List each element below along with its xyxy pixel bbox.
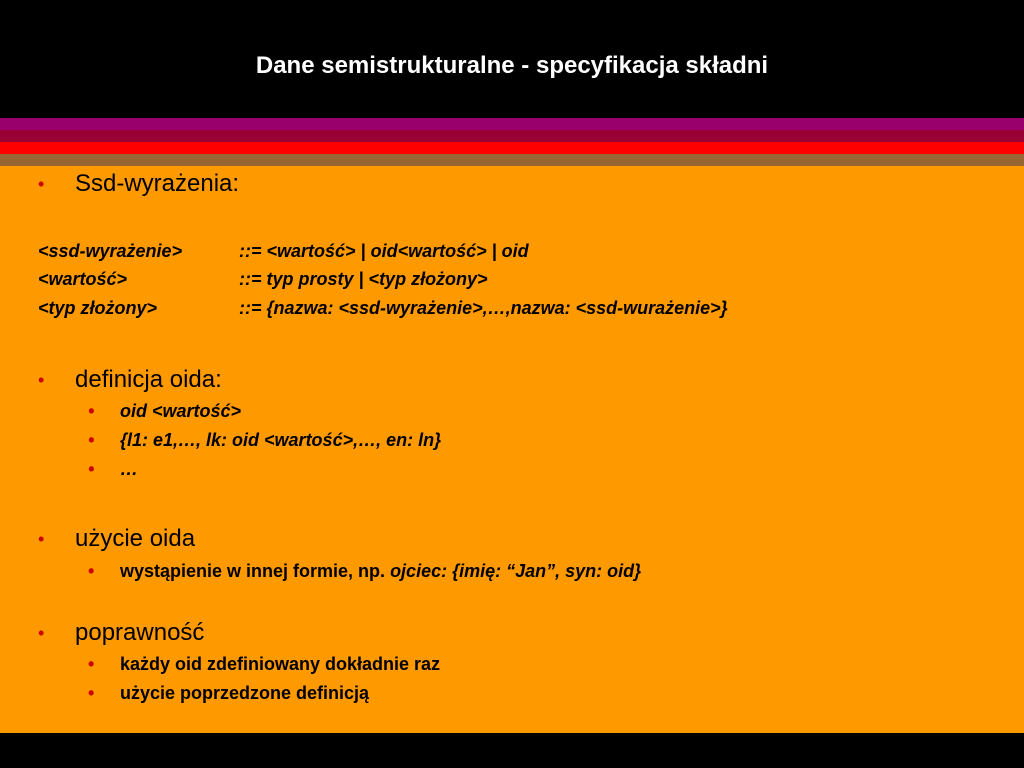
sub-bullet-text: … [120, 459, 138, 479]
bullet-oid-definition [38, 365, 222, 395]
grammar-rule [38, 265, 488, 293]
bullet-ssd [38, 169, 240, 199]
grammar-rhs: ::= typ prosty | <typ złożony> [239, 269, 488, 289]
bullet-label: Ssd-wyrażenia: [75, 170, 240, 197]
grammar-lhs: <ssd-wyrażenie> [38, 241, 183, 261]
bullet-correctness [38, 618, 205, 648]
stripe-purple [0, 118, 1024, 130]
bullet-oid-usage [38, 524, 196, 554]
sub-bullet-text: każdy oid zdefiniowany dokładnie raz [120, 654, 441, 674]
sub-bullet [88, 457, 138, 481]
bullet-dot-icon: • [88, 654, 95, 674]
bottom-bar [0, 733, 1024, 768]
bullet-dot-icon: • [88, 430, 95, 450]
grammar-lhs: <typ złożony> [38, 298, 158, 318]
bullet-label: poprawność [75, 619, 205, 646]
bullet-dot-icon: • [38, 174, 45, 194]
grammar-rule [38, 294, 728, 322]
stripe-red [0, 142, 1024, 154]
sub-bullet-text: wystąpienie w innej formie, np. [120, 561, 391, 581]
bullet-label: użycie oida [75, 525, 196, 552]
sub-bullet-text: oid <wartość> [120, 401, 242, 421]
sub-bullet [88, 559, 642, 583]
stripe-brown [0, 154, 1024, 166]
sub-bullet [88, 399, 242, 423]
sub-bullet-text: użycie poprzedzone definicją [120, 683, 370, 703]
bullet-label: definicja oida: [75, 366, 222, 393]
sub-bullet-text: {l1: e1,…, lk: oid <wartość>,…, en: ln} [120, 430, 442, 450]
bullet-dot-icon: • [88, 401, 95, 421]
grammar-lhs: <wartość> [38, 269, 128, 289]
grammar-rhs: ::= {nazwa: <ssd-wyrażenie>,…,nazwa: <ssd-wurażenie>} [239, 298, 728, 318]
bullet-dot-icon: • [88, 561, 95, 581]
slide-title: Dane semistrukturalne - specyfikacja składni [255, 52, 769, 79]
sub-bullet [88, 652, 441, 676]
slide-content [0, 166, 1024, 733]
bullet-dot-icon: • [88, 683, 95, 703]
sub-bullet [88, 428, 442, 452]
grammar-rule [38, 237, 529, 265]
sub-bullet-example: ojciec: {imię: “Jan”, syn: oid} [390, 561, 642, 581]
sub-bullet [88, 681, 370, 705]
bullet-dot-icon: • [88, 459, 95, 479]
bullet-dot-icon: • [38, 529, 45, 549]
stripe-maroon [0, 130, 1024, 142]
grammar-rhs: ::= <wartość> | oid<wartość> | oid [239, 241, 529, 261]
bullet-dot-icon: • [38, 623, 45, 643]
bullet-dot-icon: • [38, 370, 45, 390]
